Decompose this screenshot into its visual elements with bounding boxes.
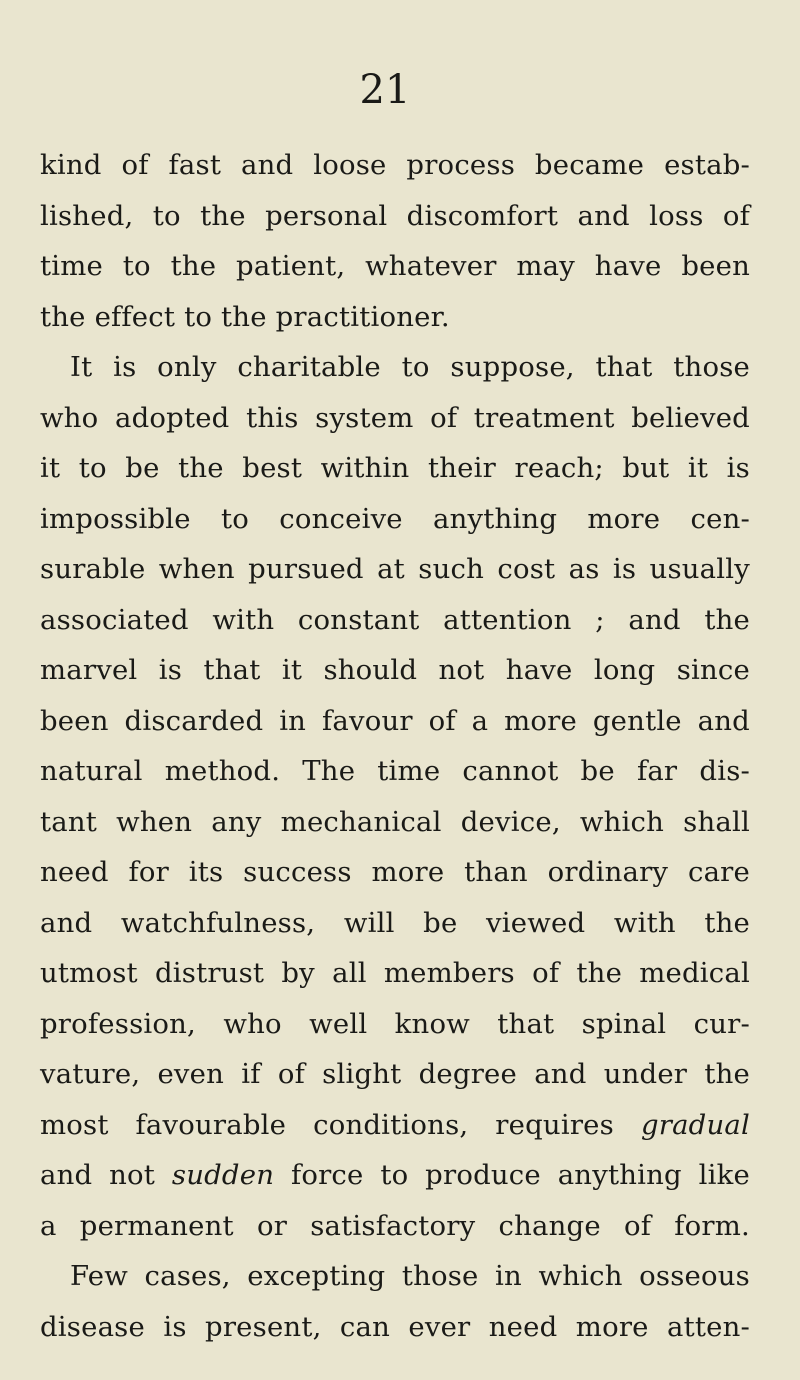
page-number: 21 bbox=[359, 67, 411, 113]
text-line: lished, to the personal discomfort and loss of bbox=[40, 199, 750, 232]
text-line: surable when pursued at such cost as is usually bbox=[40, 553, 750, 585]
text-line: a permanent or satisfactory change of form. bbox=[40, 1209, 750, 1242]
text-line: it to be the best within their reach; but it is bbox=[40, 452, 750, 484]
text-line: natural method. The time cannot be far dis- bbox=[40, 755, 750, 787]
text-segment: force to produce anything like bbox=[274, 1159, 750, 1191]
text-line: time to the patient, whatever may have been bbox=[40, 250, 750, 282]
text-line: kind of fast and loose process became estab- bbox=[40, 149, 750, 181]
text-line: Few cases, excepting those in which osseous bbox=[70, 1260, 750, 1292]
text-line bbox=[40, 1100, 750, 1151]
text-line: need for its success more than ordinary care bbox=[40, 856, 750, 888]
body-text bbox=[40, 140, 750, 1352]
text-line: It is only charitable to suppose, that those bbox=[70, 351, 750, 383]
text-line: disease is present, can ever need more atten- bbox=[40, 1310, 750, 1343]
text-line: impossible to conceive anything more cen- bbox=[40, 502, 750, 535]
text-segment: and not bbox=[40, 1159, 172, 1191]
text-line: and watchfulness, will be viewed with the bbox=[40, 906, 750, 939]
text-line: vature, even if of slight degree and under the bbox=[40, 1058, 750, 1090]
text-line: profession, who well know that spinal cur- bbox=[40, 1007, 750, 1040]
text-segment: most favourable conditions, requires bbox=[40, 1108, 641, 1141]
text-line: tant when any mechanical device, which shall bbox=[40, 805, 750, 838]
italic-word: sudden bbox=[171, 1159, 275, 1191]
text-line bbox=[40, 1150, 750, 1201]
text-line: been discarded in favour of a more gentle and bbox=[40, 704, 750, 737]
text-line: associated with constant attention ; and the bbox=[40, 603, 750, 636]
text-line: utmost distrust by all members of the medical bbox=[40, 957, 750, 989]
text-line: who adopted this system of treatment believed bbox=[40, 401, 750, 434]
text-line: the effect to the practitioner. bbox=[40, 300, 450, 333]
text-line: marvel is that it should not have long since bbox=[40, 654, 750, 686]
italic-word: gradual bbox=[640, 1108, 750, 1141]
